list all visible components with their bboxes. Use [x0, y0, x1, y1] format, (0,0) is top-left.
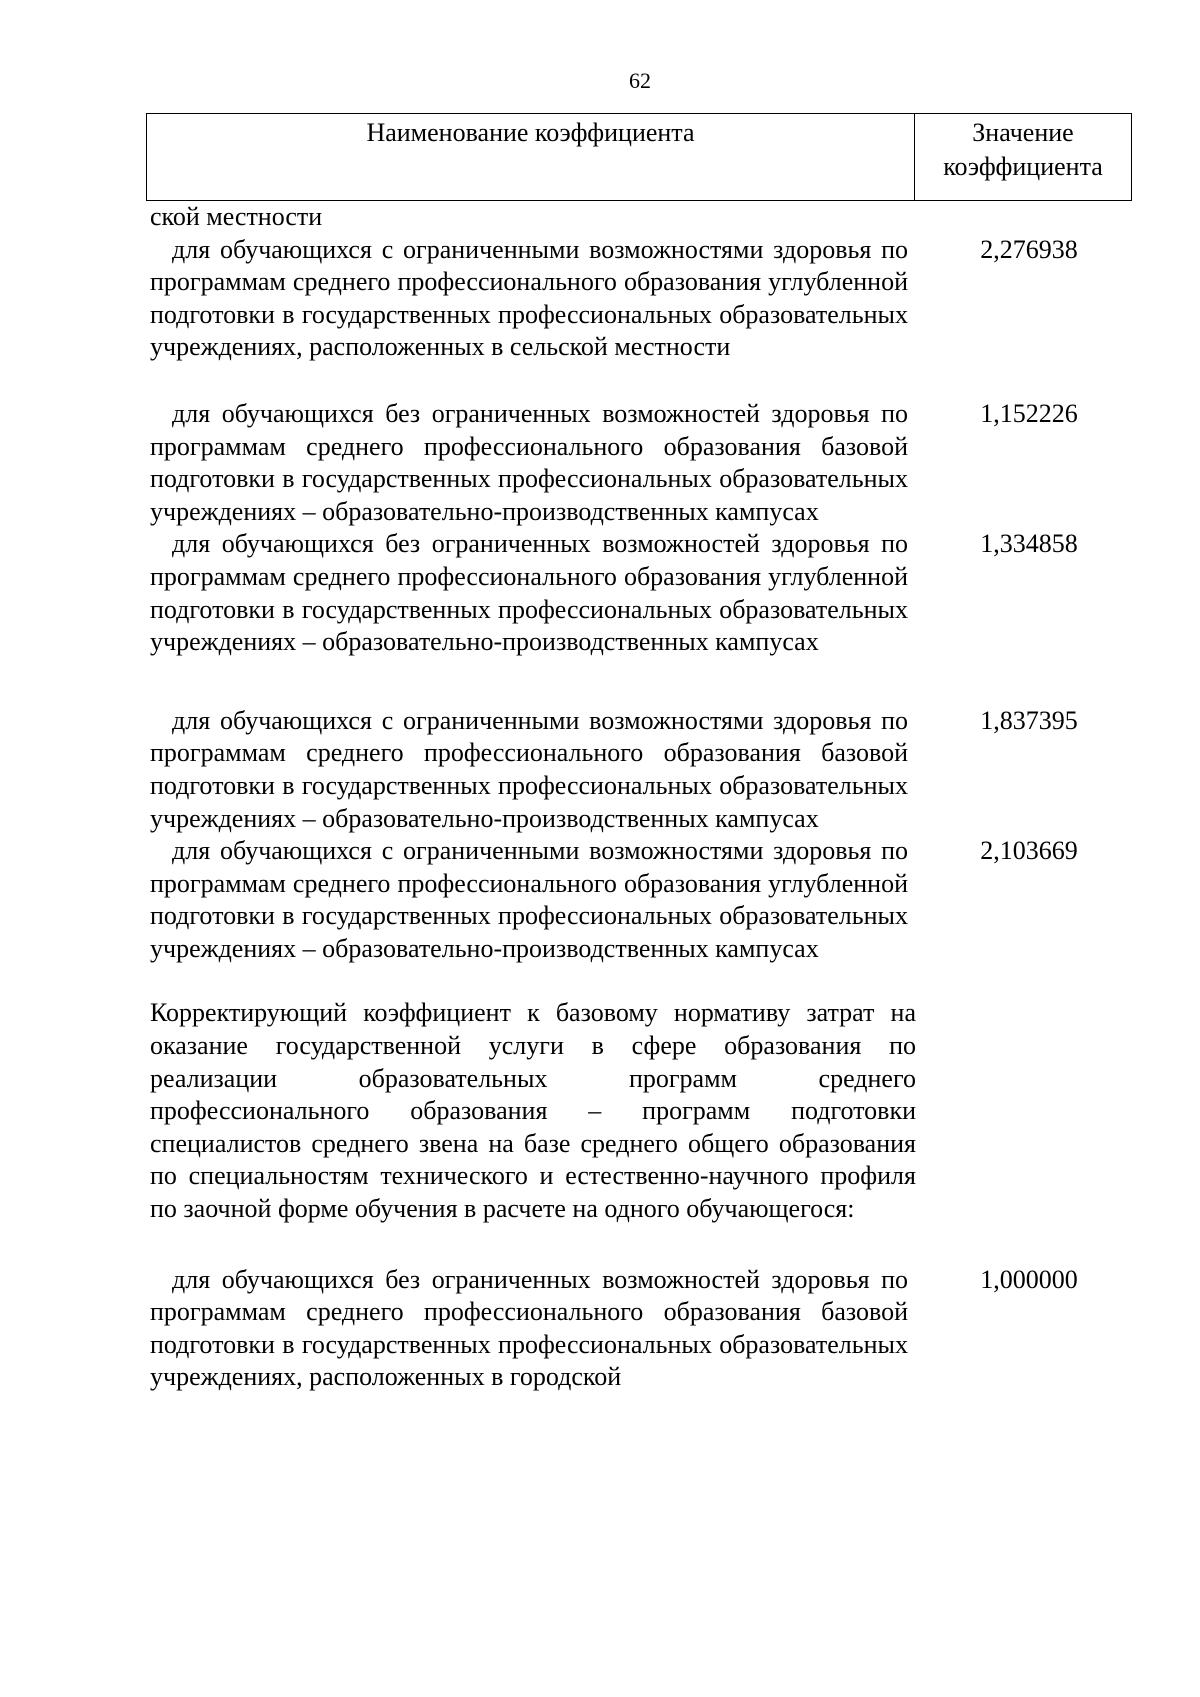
value-header-line2: коэффициента — [943, 152, 1103, 181]
row-value: 1,152226 — [980, 398, 1078, 428]
row-description: для обучающихся с ограниченными возможностями здоровья по программам среднего профессионального образования углубленной подготовки в государственных профессиональных образовательных учреждениях – образовательно-производственных кампусах — [150, 836, 908, 963]
table-row — [150, 201, 1140, 234]
row-description: для обучающихся без ограниченных возможностей здоровья по программам среднего профессионального образования базовой подготовки в государственных профессиональных образовательных учреждениях, расположенных в городской — [150, 1264, 908, 1392]
row-description: для обучающихся без ограниченных возможностей здоровья по программам среднего профессионального образования базовой подготовки в государственных профессиональных образовательных учреждениях – образовательно-производственных кампусах — [150, 398, 908, 526]
coefficient-list — [150, 201, 1140, 1394]
row-value: 2,276938 — [980, 234, 1078, 264]
row-description: ской местности — [150, 202, 323, 231]
table-row — [150, 705, 1140, 835]
row-value: 1,000000 — [980, 1264, 1078, 1294]
row-description: для обучающихся без ограниченных возможностей здоровья по программам среднего профессионального образования углубленной подготовки в государственных профессиональных образовательных учреждениях – образовательно-производственных кампусах — [150, 529, 908, 657]
table-row — [150, 528, 1140, 658]
row-value: 1,334858 — [980, 529, 1078, 559]
table-row — [150, 234, 1140, 364]
row-value: 2,103669 — [980, 836, 1078, 866]
table-row — [150, 398, 1140, 528]
coefficient-value-header — [915, 114, 1131, 200]
row-value — [928, 201, 1124, 234]
table-row — [150, 1264, 1140, 1394]
coefficient-name-header: Наименование коэффициента — [147, 114, 915, 200]
row-value: 1,837395 — [980, 705, 1078, 735]
row-description: для обучающихся с ограниченными возможностями здоровья по программам среднего профессионального образования базовой подготовки в государственных профессиональных образовательных учреждениях – образовательно-производственных кампусах — [150, 705, 908, 833]
table-row — [150, 835, 1140, 965]
value-header-line1: Значение — [972, 118, 1074, 147]
table-header — [146, 113, 1132, 201]
section-heading: Корректирующий коэффициент к базовому нормативу затрат на оказание государственной услуги в сфере образования по реализации образовательных программ среднего профессионального образования – программ подготовки специалистов среднего звена на базе среднего общего образования по специальностям технического и естественно-научного профиля по заочной форме обучения в расчете на одного обучающегося: — [150, 998, 916, 1224]
page-number: 62 — [629, 68, 651, 93]
row-description: для обучающихся с ограниченными возможностями здоровья по программам среднего профессионального образования углубленной подготовки в государственных профессиональных образовательных учреждениях, расположенных в сельской местности — [150, 234, 908, 362]
